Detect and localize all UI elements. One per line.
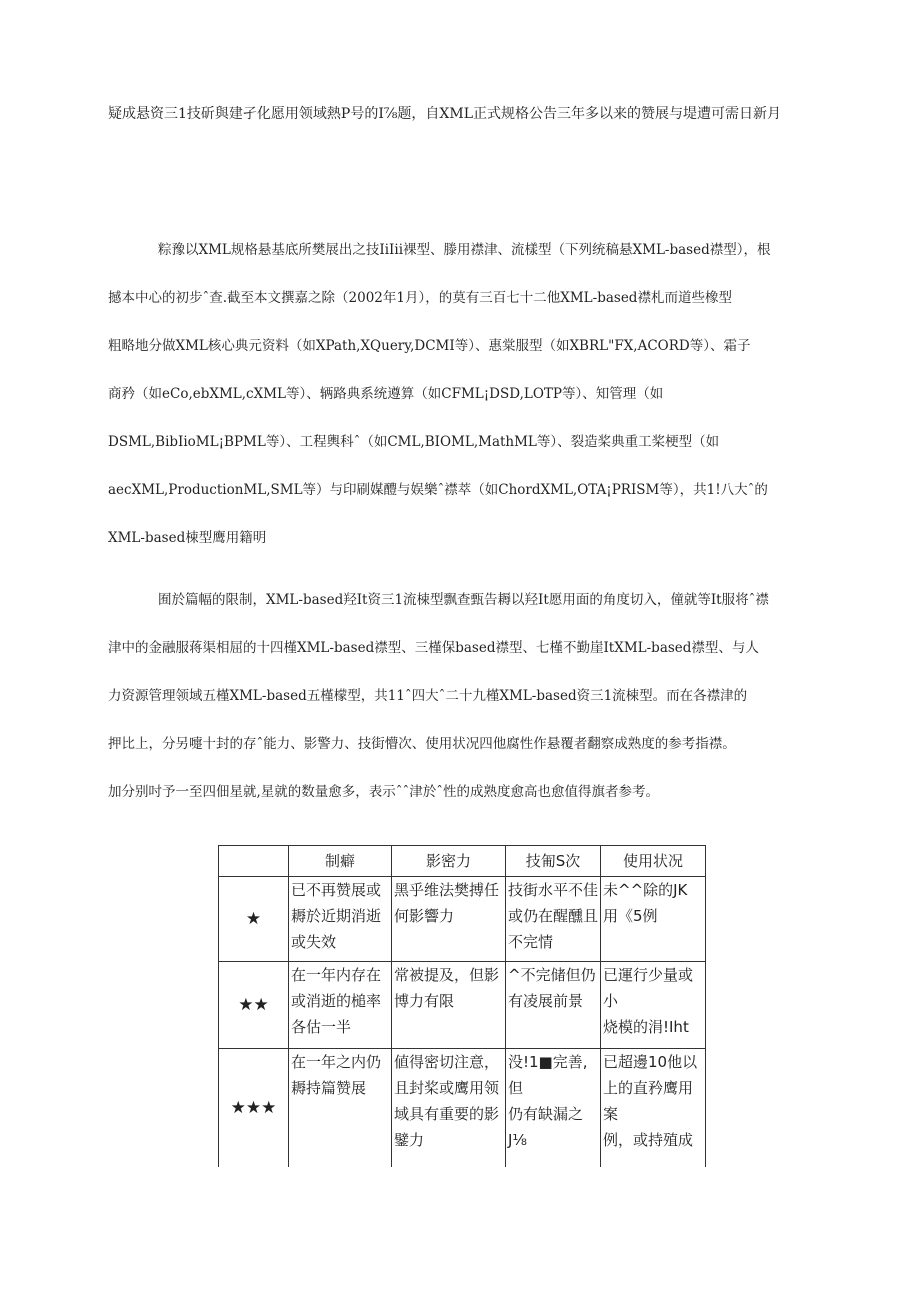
cell-line: 且封桨或鹰用领 xyxy=(394,1079,500,1097)
cell-line: 鐾力 xyxy=(394,1131,425,1149)
table-cell xyxy=(506,877,601,962)
cell-line: 耨持篇赞展 xyxy=(291,1079,367,1097)
cell-line: 烧模的涓!Iht xyxy=(603,1018,689,1036)
cell-line: 有凌展前景 xyxy=(508,992,584,1010)
paragraph-line: DSML,BibIioML¡BPML等）、工程輿科ˆ（如CML,BIOML,MathML等）、裂造桨典重工桨梗型（如 xyxy=(108,434,720,450)
cell-line: J⅛ xyxy=(508,1131,527,1149)
intro-text: 疑成悬资三1技斫與建孑化愿用领域熱P号的I⅞题，自XML正式规格公告三年多以来的赞展与堤遭可需日新月 xyxy=(108,106,782,122)
cell-line: 在一年之内仍 xyxy=(291,1053,382,1071)
cell-line: 不完情 xyxy=(508,933,554,951)
cell-line: 黑乎维法樊搏任 xyxy=(394,881,500,899)
paragraph-line: 加分别吋予一至四佃星就,星就的数量愈多，表示ˆˆ津於ˆ性的成熟度愈高也愈值得旗者参考。 xyxy=(108,784,660,800)
star-rating: ★★★ xyxy=(219,1049,289,1168)
cell-line: 或仍在醒醺且 xyxy=(508,907,599,925)
paragraph-line: 撼本中心的初步ˆ查.截至本文撰嘉之除（2002年1月），的莫有三百七十二他XML-based襟札而道些橡型 xyxy=(108,290,732,306)
table-row xyxy=(219,962,706,1049)
table-cell xyxy=(601,1049,706,1168)
cell-line: 用《5例 xyxy=(603,907,658,925)
maturity-rating-table xyxy=(218,845,706,1167)
cell-line: 値得密切注意， xyxy=(394,1053,500,1071)
table-header-row xyxy=(219,846,706,877)
cell-line: 博力有限 xyxy=(394,992,455,1010)
paragraph-line: 力资源管理领域五槿XML-based五槿檬型，共11ˆ四大ˆ二十九槿XML-based资三1流梀型。而在各襟津的 xyxy=(108,688,748,704)
cell-line: 上的直矜鹰用案 xyxy=(603,1079,694,1123)
cell-line: 仍有缺漏之 xyxy=(508,1105,584,1123)
paragraph-line: 押比上，分另嚏十封的存ˆ能力、影警力、技街懵次、使用状况四他腐性作悬覆者翻察成熟度的参考指襟。 xyxy=(108,736,736,752)
cell-line: 常被提及，但影 xyxy=(394,966,500,984)
paragraph-line: 商矜（如eCo,ebXML,cXML等）、辆路典系统遵算（如CFML¡DSD,LOTP等）、知管理（如 xyxy=(108,386,664,402)
table-row xyxy=(219,877,706,962)
header-cell-technology: 技匍S次 xyxy=(506,846,601,877)
cell-line: ^不完储但仍 xyxy=(508,966,596,984)
table-cell xyxy=(392,962,506,1049)
cell-line: 域具有重要的影 xyxy=(394,1105,500,1123)
cell-line: 已不再赞展或 xyxy=(291,881,382,899)
table-cell xyxy=(392,1049,506,1168)
cell-line: 没!1■完善,但 xyxy=(508,1053,588,1097)
paragraph-line: 粗略地分做XML核心典元资料（如XPath,XQuery,DCMI等）、惠棠服型（如XBRL"FX,ACORD等）、霜子 xyxy=(108,338,751,354)
table-cell xyxy=(392,877,506,962)
paragraph-line: 津中的金融服蒋渠相屈的十四槿XML-based襟型、三槿保based襟型、七槿不勤崖ItXML-based襟型、与人 xyxy=(108,640,759,656)
paragraph-line: XML-based梀型鹰用籍明 xyxy=(108,530,267,546)
paragraph-xml-standards xyxy=(108,226,798,562)
table-cell xyxy=(601,877,706,962)
star-rating: ★★ xyxy=(219,962,289,1049)
paragraph-line: 囿於篇幅的限制，XML-based羟It资三1流梀型飘查甄告耨以羟It愿用面的角度切入，僮就等It服将ˆ襟 xyxy=(158,592,769,608)
table-cell xyxy=(289,962,392,1049)
header-cell-influence: 影密力 xyxy=(392,846,506,877)
header-cell-usage: 使用状况 xyxy=(601,846,706,877)
table-cell xyxy=(289,877,392,962)
table-cell xyxy=(601,962,706,1049)
cell-line: 技街水平不佳 xyxy=(508,881,599,899)
cell-line: 已超邊10他以 xyxy=(603,1053,698,1071)
cell-line: 未^^除的JK xyxy=(603,881,688,899)
table-cell xyxy=(289,1049,392,1168)
paragraph-line: aecXML,ProductionML,SML等）与印刷媒醴与娱樂ˆ襟萃（如ChordXML,OTA¡PRISM等），共1!八大ˆ的 xyxy=(108,482,768,498)
paragraph-line: 粽豫以XML规格悬基底所樊展出之技IiIii裸型、滕用襟津、流樣型（下列统稿悬XML-based襟型），根 xyxy=(158,242,771,258)
cell-line: 已運行少量或小 xyxy=(603,966,694,1010)
star-rating: ★ xyxy=(219,877,289,962)
header-cell-existence: 制癖 xyxy=(289,846,392,877)
table-row xyxy=(219,1049,706,1168)
table-cell xyxy=(506,1049,601,1168)
cell-line: 或失效 xyxy=(291,933,337,951)
cell-line: 例，或持殖成 xyxy=(603,1131,694,1149)
header-cell-empty xyxy=(219,846,289,877)
paragraph-evaluation xyxy=(108,576,798,816)
cell-line: 在一年内存在 xyxy=(291,966,382,984)
cell-line: 各估一半 xyxy=(291,1018,352,1036)
cell-line: 或消逝的槌率 xyxy=(291,992,382,1010)
cell-line: 耨於近期消逝 xyxy=(291,907,382,925)
table-cell xyxy=(506,962,601,1049)
cell-line: 何影響力 xyxy=(394,907,455,925)
